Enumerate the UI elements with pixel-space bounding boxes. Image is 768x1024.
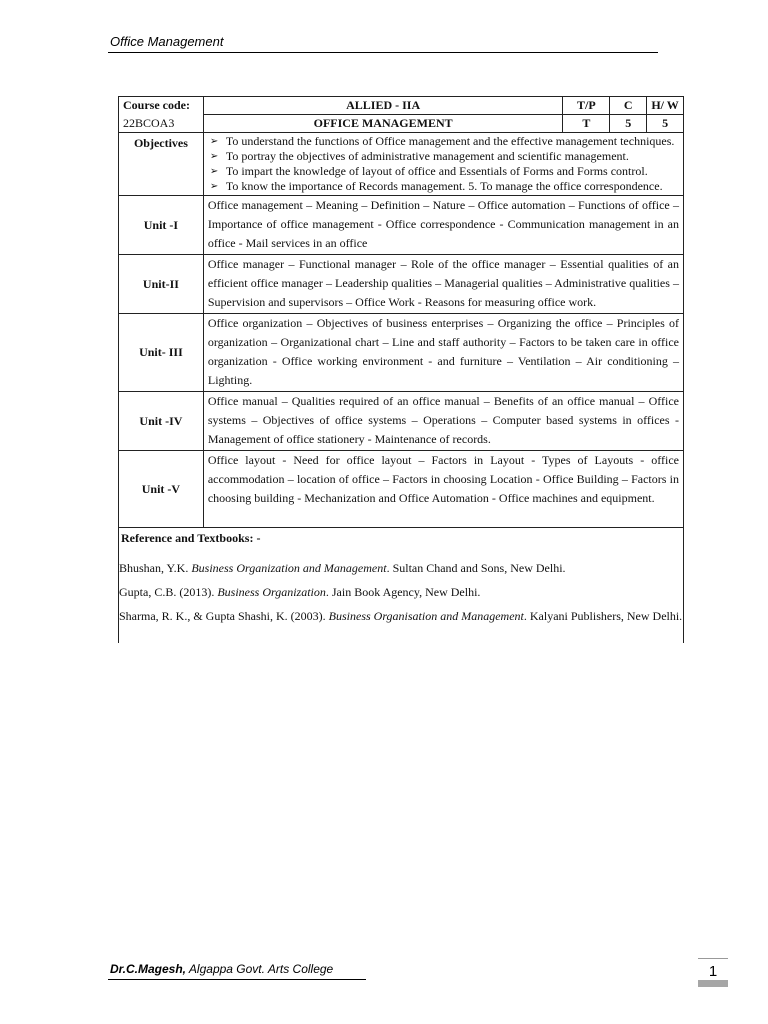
unit-content: Office manager – Functional manager – Role of the office manager – Essential qualities of an efficient office manager – Leadership qualities – Managerial qualities – Administrative qualities – Supervision and supervisors – Office Work - Reasons for measuring office work. (203, 255, 683, 314)
tp-label: T/P (563, 97, 610, 115)
unit-label: Unit -IV (119, 392, 204, 451)
page-number-bar (698, 980, 728, 987)
unit-row (119, 196, 684, 255)
course-title: OFFICE MANAGEMENT (203, 115, 563, 133)
unit-row (119, 255, 684, 314)
reference-publisher: . Sultan Chand and Sons, New Delhi. (386, 561, 566, 575)
unit-content: Office layout - Need for office layout – Factors in Layout - Types of Layouts - office accommodation – location of office – Factors in choosing Location - Office Building – Factors in choosing building - Mechanization and Office Automation - Office machines and equipment. (203, 451, 683, 528)
reference-authors: Gupta, C.B. (2013). (119, 585, 218, 599)
objective-item: ➢ To understand the functions of Office management and the effective management techniques. (208, 134, 679, 149)
unit-content: Office manual – Qualities required of an office manual – Benefits of an office manual – Office systems – Objectives of office systems – Operations – Computer based systems in offices - Management of office stationery - Maintenance of records. (203, 392, 683, 451)
page-number: 1 (708, 963, 718, 980)
references-row (119, 528, 684, 644)
reference-item (119, 608, 683, 624)
unit-label: Unit -V (119, 451, 204, 528)
objectives-content (203, 133, 683, 196)
unit-label: Unit-II (119, 255, 204, 314)
unit-label: Unit -I (119, 196, 204, 255)
course-code-label: Course code: (123, 98, 190, 112)
header-divider (108, 52, 658, 53)
footer-divider (108, 979, 366, 980)
objective-item: ➢ To portray the objectives of administrative management and scientific management. (208, 149, 679, 164)
unit-row (119, 392, 684, 451)
reference-title: Business Organization and Management (191, 561, 387, 575)
reference-title: Business Organization (217, 585, 326, 599)
objective-item: ➢ To know the importance of Records management. 5. To manage the office correspondence. (208, 179, 679, 194)
objectives-label: Objectives (119, 133, 204, 196)
tp-value: T (563, 115, 610, 133)
course-header-row (119, 97, 684, 115)
reference-authors: Sharma, R. K., & Gupta Shashi, K. (2003). (119, 609, 329, 623)
unit-row (119, 451, 684, 528)
objectives-list (208, 134, 679, 194)
footer-institution: Algappa Govt. Arts College (186, 962, 334, 976)
page-number-top-rule (698, 958, 728, 959)
references-heading: Reference and Textbooks: - (121, 531, 261, 545)
credits-label: C (610, 97, 647, 115)
reference-item (119, 584, 683, 600)
hours-per-week-label: H/ W (647, 97, 684, 115)
course-category: ALLIED - IIA (203, 97, 563, 115)
course-title-row (119, 115, 684, 133)
course-code-label-cell (119, 97, 204, 115)
unit-row (119, 314, 684, 392)
reference-item (119, 560, 683, 576)
hours-per-week-value: 5 (647, 115, 684, 133)
footer-author-name: Dr.C.Magesh, (110, 962, 187, 976)
syllabus-table (118, 96, 684, 643)
unit-label: Unit- III (119, 314, 204, 392)
page-header-title: Office Management (110, 34, 224, 49)
footer-author-line (110, 962, 333, 976)
objective-item: ➢ To impart the knowledge of layout of office and Essentials of Forms and Forms control. (208, 164, 679, 179)
unit-content: Office management – Meaning – Definition – Nature – Office automation – Functions of office – Importance of office management - Office correspondence - Communication management in an office - Mail services in an office (203, 196, 683, 255)
unit-content: Office organization – Objectives of business enterprises – Organizing the office – Principles of organization – Organizational chart – Line and staff authority – Factors to be taken care in office organization - Office working environment - and furniture – Ventilation – Air conditioning – Lighting. (203, 314, 683, 392)
reference-publisher: . Kalyani Publishers, New Delhi. (523, 609, 683, 623)
credits-value: 5 (610, 115, 647, 133)
reference-title: Business Organisation and Management (328, 609, 524, 623)
course-code-value: 22BCOA3 (119, 115, 204, 133)
objectives-row (119, 133, 684, 196)
references-cell (119, 528, 684, 644)
reference-publisher: . Jain Book Agency, New Delhi. (325, 585, 481, 599)
reference-authors: Bhushan, Y.K. (119, 561, 192, 575)
